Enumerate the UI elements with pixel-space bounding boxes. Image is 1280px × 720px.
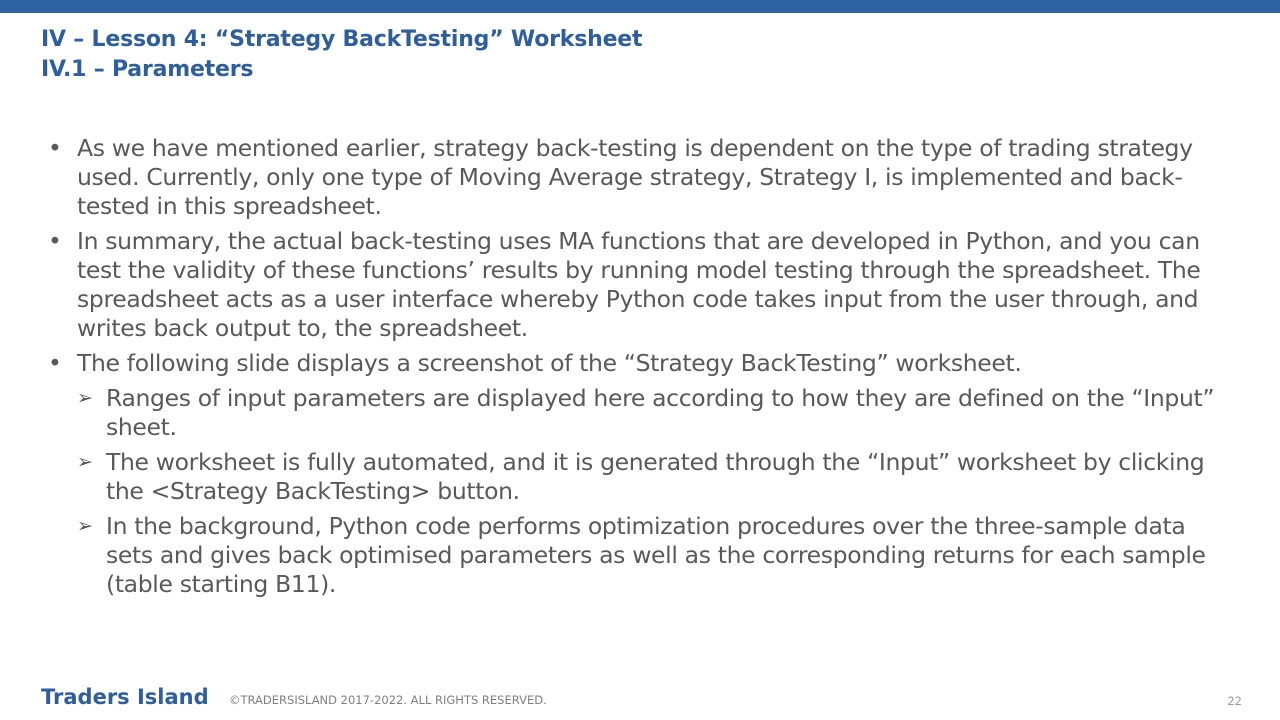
- slide-subtitle: IV.1 – Parameters: [41, 57, 254, 82]
- bullet-dot-icon: •: [48, 134, 62, 162]
- slide-body: [48, 134, 1228, 605]
- bullet-dot-icon: •: [48, 227, 62, 255]
- sub-bullet-text: Ranges of input parameters are displayed here according to how they are defined on the “Input” sheet.: [106, 384, 1215, 441]
- bullet-text: In summary, the actual back-testing uses MA functions that are developed in Python, and you can test the validity of these functions’ results by running model testing through the spreadsheet. The spreadsheet acts as a user interface whereby Python code takes input from the user through, and writes back output to, the spreadsheet.: [77, 227, 1201, 342]
- arrow-bullet-icon: ➢: [77, 515, 93, 537]
- bullet-item: [48, 227, 1228, 343]
- bullet-dot-icon: •: [48, 349, 62, 377]
- page-number: 22: [1227, 694, 1242, 708]
- sub-bullet-text: The worksheet is fully automated, and it is generated through the “Input” worksheet by clicking the <Strategy BackTesting> button.: [106, 448, 1205, 505]
- bullet-item: [48, 134, 1228, 221]
- bullet-text: As we have mentioned earlier, strategy back-testing is dependent on the type of trading strategy used. Currently, only one type of Moving Average strategy, Strategy I, is implemented and back-tested in this spreadsheet.: [77, 134, 1193, 220]
- sub-bullet-item: [48, 448, 1228, 506]
- bullet-item: [48, 349, 1228, 378]
- arrow-bullet-icon: ➢: [77, 387, 93, 409]
- sub-bullet-text: In the background, Python code performs optimization procedures over the three-sample data sets and gives back optimised parameters as well as the corresponding returns for each sample (table starting B11).: [106, 512, 1206, 598]
- sub-bullet-item: [48, 512, 1228, 599]
- top-accent-bar: [0, 0, 1280, 13]
- sub-bullet-item: [48, 384, 1228, 442]
- arrow-bullet-icon: ➢: [77, 451, 93, 473]
- slide-header: [41, 25, 642, 85]
- bullet-text: The following slide displays a screenshot of the “Strategy BackTesting” worksheet.: [77, 349, 1022, 377]
- brand-logo: Traders Island: [41, 685, 209, 709]
- slide-title: IV – Lesson 4: “Strategy BackTesting” Worksheet: [41, 27, 643, 52]
- copyright-notice: ©TRADERSISLAND 2017-2022. ALL RIGHTS RESERVED.: [229, 693, 547, 707]
